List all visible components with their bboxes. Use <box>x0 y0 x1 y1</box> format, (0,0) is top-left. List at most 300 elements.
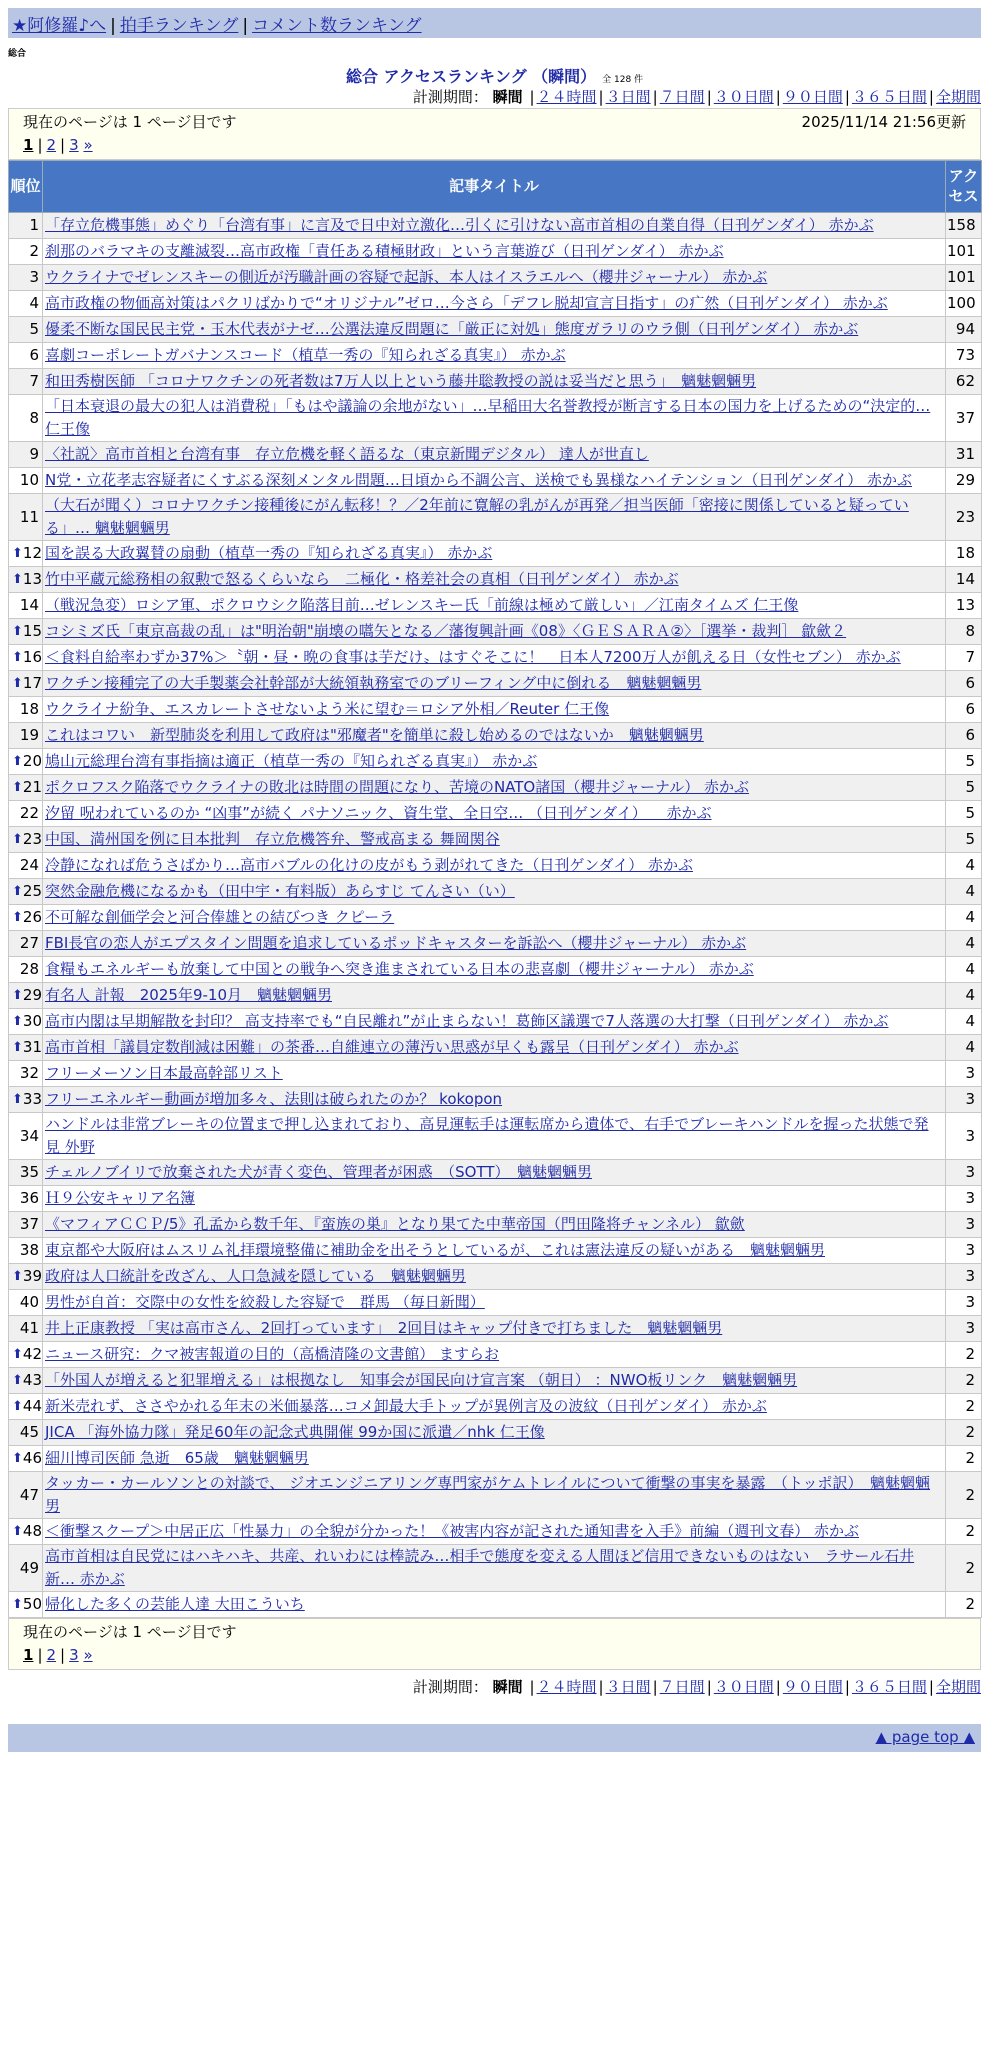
article-link[interactable]: ＜衝撃スクープ＞中居正広「性暴力」の全貌が分かった！《被害内容が記された通知書を入手》前編（週刊文春） 赤かぶ <box>45 1522 860 1540</box>
access-count: 4 <box>946 905 982 931</box>
rank-cell <box>9 853 43 879</box>
table-row <box>9 1264 982 1290</box>
article-link[interactable]: 「外国人が増えると犯罪増える」は根拠なし 知事会が国民向け宣言案 （朝日） ：NWO板リンク 魑魅魍魎男 <box>45 1371 798 1389</box>
rank-cell <box>9 1519 43 1545</box>
table-row <box>9 1519 982 1545</box>
rank-cell <box>9 1342 43 1368</box>
access-count: 101 <box>946 239 982 265</box>
period-separator: | <box>928 88 934 106</box>
rank-up-arrow-icon: ⬆ <box>12 1524 23 1539</box>
table-row <box>9 1061 982 1087</box>
title-cell <box>43 291 946 317</box>
period-separator: | <box>706 1678 712 1696</box>
article-link[interactable]: ニュース研究：クマ被害報道の目的（高橋清隆の文書館） ますらお <box>45 1345 500 1363</box>
article-link[interactable]: フリーメーソン日本最高幹部リスト <box>45 1064 283 1082</box>
title-cell <box>43 1186 946 1212</box>
access-count: 3 <box>946 1290 982 1316</box>
table-row <box>9 395 982 442</box>
rank-number: 24 <box>19 856 39 874</box>
nav-separator: | <box>242 16 249 36</box>
rank-number: 7 <box>29 372 39 390</box>
table-row <box>9 494 982 541</box>
rank-cell <box>9 697 43 723</box>
page-link[interactable]: 2 <box>46 136 57 154</box>
section-label: 総合 <box>8 49 27 59</box>
rank-number: 40 <box>19 1293 39 1311</box>
title-cell <box>43 1446 946 1472</box>
page-current: 1 <box>23 1646 34 1664</box>
access-count: 100 <box>946 291 982 317</box>
rank-number: 23 <box>22 830 42 848</box>
article-link[interactable]: これはコワい 新型肺炎を利用して政府は"邪魔者"を簡単に殺し始めるのではないか 魑魅魍魎男 <box>45 726 704 744</box>
nav-separator: | <box>110 16 116 36</box>
access-count: 5 <box>946 775 982 801</box>
rank-number: 42 <box>22 1345 42 1363</box>
rank-cell <box>9 1446 43 1472</box>
access-count: 4 <box>946 853 982 879</box>
page-link[interactable]: 2 <box>46 1646 57 1664</box>
rank-cell <box>9 1160 43 1186</box>
article-link[interactable]: 喜劇コーポレートガバナンスコード（植草一秀の『知られざる真実』） 赤かぶ <box>45 346 566 364</box>
article-link[interactable]: 竹中平蔵元総務相の叙勲で怒るくらいなら 二極化・格差社会の真相（日刊ゲンダイ） 赤かぶ <box>45 570 679 588</box>
period-link[interactable]: ７日間 <box>659 1678 705 1696</box>
table-row <box>9 983 982 1009</box>
rank-up-arrow-icon: ⬆ <box>12 1597 23 1612</box>
article-link[interactable]: タッカー・カールソンとの対談で、 ジオエンジニアリング専門家がケムトレイルについて衝撃の事実を暴露 （トッポ訳） 魑魅魍魎男 <box>45 1474 931 1515</box>
article-link[interactable]: チェルノブイリで放棄された犬が青く変色、管理者が困惑 （SOTT） 魑魅魍魎男 <box>45 1163 592 1181</box>
access-count: 101 <box>946 265 982 291</box>
period-link[interactable]: ２４時間 <box>536 1678 597 1696</box>
access-count: 5 <box>946 801 982 827</box>
article-link[interactable]: 〈社説〉高市首相と台湾有事 存立危機を軽く語るな（東京新聞デジタル） 達人が世直し <box>45 445 649 463</box>
period-label: 計測期間： <box>412 88 488 106</box>
rank-cell <box>9 1316 43 1342</box>
period-separator: | <box>598 88 604 106</box>
table-row <box>9 239 982 265</box>
rank-number: 25 <box>22 882 42 900</box>
article-link[interactable]: 新米売れず、ささやかれる年末の米価暴落…コメ卸最大手トップが異例言及の波紋（日刊ゲンダイ） 赤かぶ <box>45 1397 767 1415</box>
title-cell <box>43 239 946 265</box>
title-cell <box>43 749 946 775</box>
rank-number: 29 <box>22 986 42 1004</box>
access-count: 29 <box>946 468 982 494</box>
rank-cell <box>9 395 43 442</box>
page-separator: | <box>37 136 43 154</box>
rank-number: 14 <box>19 596 39 614</box>
rank-number: 16 <box>22 648 42 666</box>
rank-cell <box>9 265 43 291</box>
period-links <box>527 88 981 106</box>
rank-cell <box>9 1290 43 1316</box>
title-cell <box>43 1316 946 1342</box>
article-link[interactable]: 男性が自首：交際中の女性を絞殺した容疑で 群馬 （毎日新聞） <box>45 1293 485 1311</box>
rank-up-arrow-icon: ⬆ <box>12 546 23 561</box>
access-count: 4 <box>946 983 982 1009</box>
table-row <box>9 317 982 343</box>
title-cell <box>43 442 946 468</box>
table-row <box>9 1009 982 1035</box>
article-link[interactable]: 高市首相「議員定数削減は困難」の茶番…自維連立の薄汚い思惑が早くも露呈（日刊ゲンダイ） 赤かぶ <box>45 1038 739 1056</box>
rank-number: 17 <box>22 674 42 692</box>
title-cell <box>43 1009 946 1035</box>
access-count: 3 <box>946 1061 982 1087</box>
period-separator: | <box>844 88 850 106</box>
access-count: 2 <box>946 1592 982 1618</box>
pagination <box>23 1646 966 1664</box>
period-separator: | <box>529 88 535 106</box>
article-link[interactable]: 冷静になれば危うさばかり…高市バブルの化けの皮がもう剥がれてきた（日刊ゲンダイ） 赤かぶ <box>45 856 693 874</box>
column-header-access: アクセス <box>946 161 982 213</box>
rank-number: 49 <box>19 1558 39 1577</box>
title-cell <box>43 671 946 697</box>
article-link[interactable]: 高市政権の物価高対策はパクリばかりで“オリジナル”ゼロ…今さら「デフレ脱却宣言目指す」の疒然（日刊ゲンダイ） 赤かぶ <box>45 294 888 312</box>
ranking-rows <box>9 213 982 1618</box>
title-cell <box>43 1368 946 1394</box>
table-row <box>9 1212 982 1238</box>
ranking-table <box>8 160 982 1618</box>
table-row <box>9 1087 982 1113</box>
rank-cell <box>9 1238 43 1264</box>
table-row <box>9 1368 982 1394</box>
table-row <box>9 369 982 395</box>
article-link[interactable]: 帰化した多くの芸能人達 大田こういち <box>45 1595 305 1613</box>
table-row <box>9 645 982 671</box>
period-separator: | <box>529 1678 535 1696</box>
access-count: 4 <box>946 957 982 983</box>
title-cell <box>43 619 946 645</box>
table-row <box>9 343 982 369</box>
access-count: 4 <box>946 931 982 957</box>
table-row <box>9 1472 982 1519</box>
rank-up-arrow-icon: ⬆ <box>12 624 23 639</box>
next-page-link[interactable]: » <box>83 1646 93 1664</box>
rank-up-arrow-icon: ⬆ <box>12 650 23 665</box>
article-link[interactable]: JICA 「海外協力隊」発足60年の記念式典開催 99か国に派遣／nhk 仁王像 <box>45 1423 545 1441</box>
rank-number: 12 <box>22 544 42 562</box>
rank-cell <box>9 593 43 619</box>
table-row <box>9 1160 982 1186</box>
article-link[interactable]: 国を誤る大政翼賛の扇動（植草一秀の『知られざる真実』） 赤かぶ <box>45 544 493 562</box>
table-row <box>9 1186 982 1212</box>
table-row <box>9 931 982 957</box>
period-separator: | <box>652 1678 658 1696</box>
pagination-box-bottom <box>8 1618 981 1670</box>
article-link[interactable]: ワクチン接種完了の大手製薬会社幹部が大統領執務室でのブリーフィング中に倒れる 魑魅魍魎男 <box>45 674 702 692</box>
period-current: 瞬間 <box>492 1678 523 1696</box>
title-cell <box>43 1394 946 1420</box>
article-link[interactable]: （大石が聞く）コロナワクチン接種後にがん転移！？／2年前に寛解の乳がんが再発／担当医師「密接に関係していると疑っている」… 魑魅魍魎男 <box>45 496 909 537</box>
article-link[interactable]: 不可解な創価学会と河合俸雄との結びつき クピーラ <box>45 908 395 926</box>
rank-up-arrow-icon: ⬆ <box>12 832 23 847</box>
title-cell <box>43 567 946 593</box>
table-row <box>9 1545 982 1592</box>
column-header-rank: 順位 <box>9 161 43 213</box>
period-link[interactable]: ３０日間 <box>713 1678 774 1696</box>
period-separator: | <box>928 1678 934 1696</box>
rank-cell <box>9 567 43 593</box>
rank-cell <box>9 468 43 494</box>
article-link[interactable]: 有名人 計報 2025年9-10月 魑魅魍魎男 <box>45 986 332 1004</box>
title-cell <box>43 541 946 567</box>
updated-timestamp: 2025/11/14 21:56更新 <box>801 113 966 131</box>
article-link[interactable]: 「存立危機事態」めぐり「台湾有事」に言及で日中対立激化…引くに引けない高市首相の自業自得（日刊ゲンダイ） 赤かぶ <box>45 216 874 234</box>
article-link[interactable]: 突然金融危機になるかも（田中宇・有料版）あらすじ てんさい（い） <box>45 882 515 900</box>
access-count: 6 <box>946 723 982 749</box>
period-current: 瞬間 <box>492 88 523 106</box>
access-count: 4 <box>946 879 982 905</box>
access-count: 5 <box>946 749 982 775</box>
rank-cell <box>9 879 43 905</box>
period-separator: | <box>706 88 712 106</box>
page-separator: | <box>60 1646 66 1664</box>
rank-number: 19 <box>19 726 39 744</box>
rank-number: 43 <box>22 1371 42 1389</box>
rank-cell <box>9 619 43 645</box>
access-count: 7 <box>946 645 982 671</box>
period-link[interactable]: ２４時間 <box>536 88 597 106</box>
access-count: 158 <box>946 213 982 239</box>
rank-cell <box>9 1592 43 1618</box>
table-row <box>9 291 982 317</box>
rank-cell <box>9 317 43 343</box>
title-cell <box>43 1342 946 1368</box>
table-row <box>9 671 982 697</box>
home-link[interactable]: ★阿修羅♪へ <box>12 16 107 36</box>
period-link[interactable]: ９０日間 <box>782 88 843 106</box>
period-link[interactable]: ３日間 <box>605 88 651 106</box>
period-link[interactable]: ３０日間 <box>713 88 774 106</box>
rank-cell <box>9 369 43 395</box>
rank-up-arrow-icon: ⬆ <box>12 754 23 769</box>
rank-number: 41 <box>19 1319 39 1337</box>
rank-cell <box>9 213 43 239</box>
rank-up-arrow-icon: ⬆ <box>12 988 23 1003</box>
access-count: 2 <box>946 1420 982 1446</box>
title-cell <box>43 801 946 827</box>
access-count: 2 <box>946 1446 982 1472</box>
table-row <box>9 827 982 853</box>
title-cell <box>43 213 946 239</box>
page-link[interactable]: 3 <box>69 136 79 154</box>
rank-number: 10 <box>19 471 39 489</box>
rank-number: 2 <box>29 242 39 260</box>
page-separator: | <box>37 1646 43 1664</box>
period-label: 計測期間： <box>412 1678 488 1696</box>
article-link[interactable]: 汐留 呪われているのか “凶事”が続く パナソニック、資生堂、全日空… （日刊ゲンダイ） 赤かぶ <box>45 804 712 822</box>
article-link[interactable]: コシミズ氏「東京高裁の乱」は"明治朝"崩壊の嚆矢となる／藩復興計画《08》〈ＧＥＳＡＲＡ②〉［選挙・裁判］ 歙歛２ <box>45 622 847 640</box>
rank-cell <box>9 801 43 827</box>
table-row <box>9 213 982 239</box>
article-link[interactable]: 優柔不断な国民民主党・玉木代表がナゼ…公選法違反問題に「厳正に対処」態度ガラリのウラ側（日刊ゲンダイ） 赤かぶ <box>45 320 859 338</box>
article-link[interactable]: 鳩山元総理台湾有事指摘は適正（植草一秀の『知られざる真実』） 赤かぶ <box>45 752 538 770</box>
article-link[interactable]: ハンドルは非常ブレーキの位置まで押し込まれており、高見運転手は運転席から遺体で、右手でブレーキハンドルを握った状態で発見 外野 <box>45 1115 929 1156</box>
rank-cell <box>9 931 43 957</box>
page-title-block <box>0 64 989 86</box>
rank-number: 22 <box>19 804 39 822</box>
rank-number: 8 <box>29 408 39 427</box>
article-link[interactable]: フリーエネルギー動画が増加多々、法則は破られたのか？ kokopon <box>45 1090 503 1108</box>
article-link[interactable]: ポクロフスク陥落でウクライナの敗北は時間の問題になり、苦境のNATO諸国（櫻井ジャーナル） 赤かぶ <box>45 778 749 796</box>
rank-up-arrow-icon: ⬆ <box>12 1347 23 1362</box>
rank-number: 21 <box>22 778 42 796</box>
rank-number: 28 <box>19 960 39 978</box>
table-row <box>9 468 982 494</box>
title-cell <box>43 317 946 343</box>
rank-up-arrow-icon: ⬆ <box>12 1092 23 1107</box>
table-row <box>9 801 982 827</box>
comment-ranking-link[interactable]: コメント数ランキング <box>252 16 422 36</box>
rank-cell <box>9 1420 43 1446</box>
rank-cell <box>9 827 43 853</box>
pagination-box-top <box>8 108 981 160</box>
page-link[interactable]: 3 <box>69 1646 79 1664</box>
access-count: 2 <box>946 1519 982 1545</box>
table-row <box>9 723 982 749</box>
title-cell <box>43 1212 946 1238</box>
table-row <box>9 853 982 879</box>
article-link[interactable]: Ｈ９公安キャリア名簿 <box>45 1189 196 1207</box>
period-link[interactable]: ７日間 <box>659 88 705 106</box>
rank-cell <box>9 239 43 265</box>
table-row <box>9 1316 982 1342</box>
access-count: 6 <box>946 697 982 723</box>
page-top-link[interactable]: ▲ page top ▲ <box>875 1728 975 1746</box>
rank-cell <box>9 1394 43 1420</box>
article-link[interactable]: 高市首相は自民党にはハキハキ、共産、れいわには棒読み…相手で態度を変える人間ほど信用できないものはない ラサール石井 新… 赤かぶ <box>45 1547 915 1588</box>
title-cell <box>43 1238 946 1264</box>
table-row <box>9 905 982 931</box>
article-link[interactable]: N党・立花孝志容疑者にくすぶる深刻メンタル問題…日頃から不調公言、送検でも異様なハイテンション（日刊ゲンダイ） 赤かぶ <box>45 471 913 489</box>
title-cell <box>43 853 946 879</box>
rank-cell <box>9 1087 43 1113</box>
rank-number: 13 <box>22 570 42 588</box>
access-count: 3 <box>946 1160 982 1186</box>
rank-cell <box>9 671 43 697</box>
article-link[interactable]: 東京都や大阪府はムスリム礼拝環境整備に補助金を出そうとしているが、これは憲法違反の疑いがある 魑魅魍魎男 <box>45 1241 826 1259</box>
article-link[interactable]: 《マフィアＣＣＰ/5》孔孟から数千年、『蛮族の巣』となり果てた中華帝国（門田隆将チャンネル） 歙歛 <box>45 1215 745 1233</box>
applause-ranking-link[interactable]: 拍手ランキング <box>119 16 239 36</box>
article-link[interactable]: ウクライナでゼレンスキーの側近が汚職計画の容疑で起訴、本人はイスラエルへ（櫻井ジャーナル） 赤かぶ <box>45 268 768 286</box>
article-link[interactable]: 細川博司医師 急逝 65歳 魑魅魍魎男 <box>45 1449 309 1467</box>
period-link[interactable]: ９０日間 <box>782 1678 843 1696</box>
rank-cell <box>9 775 43 801</box>
rank-number: 4 <box>29 294 39 312</box>
access-count: 23 <box>946 494 982 541</box>
access-count: 2 <box>946 1545 982 1592</box>
article-link[interactable]: ウクライナ紛争、エスカレートさせないよう米に望む＝ロシア外相／Reuter 仁王像 <box>45 700 610 718</box>
table-row <box>9 442 982 468</box>
access-count: 73 <box>946 343 982 369</box>
access-count: 18 <box>946 541 982 567</box>
rank-up-arrow-icon: ⬆ <box>12 1373 23 1388</box>
period-link[interactable]: 全期間 <box>935 88 981 106</box>
table-row <box>9 1394 982 1420</box>
article-link[interactable]: 高市内閣は早期解散を封印？ 高支持率でも“自民離れ”が止まらない！葛飾区議選で7人落選の大打撃（日刊ゲンダイ） 赤かぶ <box>45 1012 889 1030</box>
title-cell <box>43 468 946 494</box>
table-row <box>9 1290 982 1316</box>
rank-number: 1 <box>29 216 39 234</box>
article-link[interactable]: 中国、満州国を例に日本批判 存立危機答弁、警戒高まる 舞岡関谷 <box>45 830 500 848</box>
period-link[interactable]: ３日間 <box>605 1678 651 1696</box>
table-row <box>9 1342 982 1368</box>
rank-number: 11 <box>19 507 39 526</box>
title-cell <box>43 395 946 442</box>
table-row <box>9 265 982 291</box>
access-count: 2 <box>946 1394 982 1420</box>
rank-number: 27 <box>19 934 39 952</box>
article-link[interactable]: 「日本衰退の最大の犯人は消費税」「もはや議論の余地がない」…早稲田大名誉教授が断言する日本の国力を上げるための“決定的… 仁王像 <box>45 397 931 438</box>
period-link[interactable]: ３６５日間 <box>851 1678 927 1696</box>
article-link[interactable]: 政府は人口統計を改ざん、人口急減を隠している 魑魅魍魎男 <box>45 1267 466 1285</box>
current-page-text: 現在のページは 1 ページ目です <box>23 1623 237 1641</box>
title-cell <box>43 983 946 1009</box>
access-count: 4 <box>946 1009 982 1035</box>
article-link[interactable]: （戦況急変）ロシア軍、ポクロウシク陥落目前…ゼレンスキー氏「前線は極めて厳しい」／江南タイムズ 仁王像 <box>45 596 799 614</box>
next-page-link[interactable]: » <box>83 136 93 154</box>
title-cell <box>43 1592 946 1618</box>
article-link[interactable]: 和田秀樹医師 「コロナワクチンの死者数は7万人以上という藤井聡教授の説は妥当だと思う」 魑魅魍魎男 <box>45 372 757 390</box>
table-row <box>9 1592 982 1618</box>
rank-cell <box>9 983 43 1009</box>
period-link[interactable]: ３６５日間 <box>851 88 927 106</box>
table-row <box>9 749 982 775</box>
table-row <box>9 775 982 801</box>
rank-up-arrow-icon: ⬆ <box>12 884 23 899</box>
table-row <box>9 1035 982 1061</box>
access-count: 3 <box>946 1087 982 1113</box>
access-count: 2 <box>946 1342 982 1368</box>
period-link[interactable]: 全期間 <box>935 1678 981 1696</box>
period-selector-top <box>8 86 981 108</box>
rank-number: 38 <box>19 1241 39 1259</box>
article-link[interactable]: 井上正康教授 「実は高市さん、2回打っています」 2回目はキャップ付きで打ちました 魑魅魍魎男 <box>45 1319 723 1337</box>
title-cell <box>43 879 946 905</box>
title-cell <box>43 1264 946 1290</box>
article-link[interactable]: 刹那のバラマキの支離滅裂…高市政権「責任ある積極財政」という言葉遊び（日刊ゲンダイ） 赤かぶ <box>45 242 724 260</box>
rank-number: 39 <box>22 1267 42 1285</box>
rank-number: 30 <box>22 1012 42 1030</box>
access-count: 3 <box>946 1113 982 1160</box>
rank-cell <box>9 1212 43 1238</box>
table-row <box>9 1420 982 1446</box>
period-separator: | <box>844 1678 850 1696</box>
table-row <box>9 879 982 905</box>
rank-up-arrow-icon: ⬆ <box>12 1040 23 1055</box>
rank-cell <box>9 1186 43 1212</box>
period-separator: | <box>598 1678 604 1696</box>
rank-number: 46 <box>22 1449 42 1467</box>
title-cell <box>43 1160 946 1186</box>
rank-cell <box>9 1009 43 1035</box>
title-cell <box>43 827 946 853</box>
table-row <box>9 1113 982 1160</box>
article-link[interactable]: ＜食料自給率わずか37%＞〝朝・昼・晩の食事は芋だけ〟はすぐそこに！ 日本人7200万人が飢える日（女性セブン） 赤かぶ <box>45 648 901 666</box>
title-cell <box>43 931 946 957</box>
rank-cell <box>9 1035 43 1061</box>
rank-number: 15 <box>22 622 42 640</box>
article-link[interactable]: 食糧もエネルギーも放棄して中国との戦争へ突き進まされている日本の悲喜劇（櫻井ジャーナル） 赤かぶ <box>45 960 754 978</box>
access-count: 3 <box>946 1264 982 1290</box>
rank-cell <box>9 494 43 541</box>
access-count: 8 <box>946 619 982 645</box>
period-separator: | <box>652 88 658 106</box>
article-link[interactable]: FBI長官の恋人がエプスタイン問題を追求しているポッドキャスターを訴訟へ（櫻井ジャーナル） 赤かぶ <box>45 934 747 952</box>
rank-number: 26 <box>22 908 42 926</box>
rank-number: 20 <box>22 752 42 770</box>
rank-up-arrow-icon: ⬆ <box>12 910 23 925</box>
current-page-text: 現在のページは 1 ページ目です <box>23 113 237 131</box>
title-cell <box>43 723 946 749</box>
